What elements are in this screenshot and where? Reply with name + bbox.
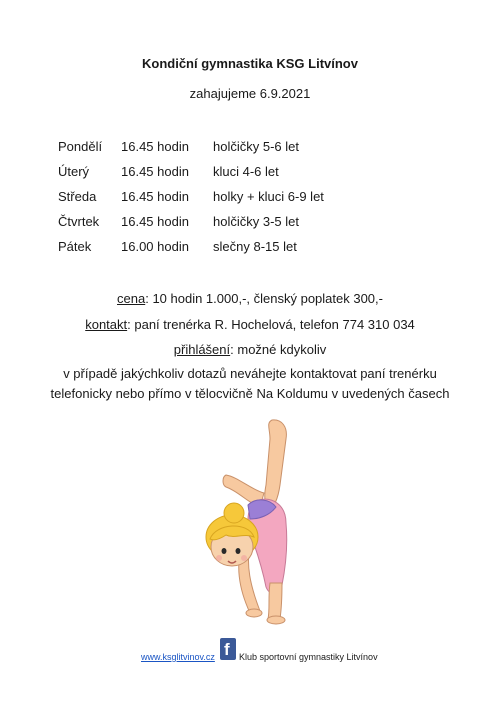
schedule-row [58, 234, 413, 259]
schedule-group: kluci 4-6 let [213, 164, 279, 179]
schedule-day: Středa [58, 189, 97, 204]
schedule-row [58, 159, 413, 184]
contact-line [0, 317, 500, 332]
schedule-time: 16.45 hodin [121, 214, 189, 229]
schedule-group: holčičky 3-5 let [213, 214, 299, 229]
schedule-group: holčičky 5-6 let [213, 139, 299, 154]
schedule-day: Pondělí [58, 139, 103, 154]
schedule-group: slečny 8-15 let [213, 239, 297, 254]
start-date: zahajujeme 6.9.2021 [189, 86, 311, 101]
price-value: : 10 hodin 1.000,-, členský poplatek 300,- [145, 291, 383, 306]
contact-label: kontakt [85, 317, 128, 332]
signup-label: přihlášení [173, 342, 231, 357]
signup-line [0, 342, 500, 357]
schedule-row [58, 209, 413, 234]
facebook-glyph: f [224, 640, 230, 659]
schedule-day: Úterý [58, 164, 90, 179]
note-line: telefonicky nebo přímo v tělocvičně Na Koldumu v uvedených časech [50, 386, 450, 401]
contact-value: : paní trenérka R. Hochelová, telefon 774 310 034 [127, 317, 415, 332]
schedule-table [58, 134, 413, 259]
note-line: v případě jakýchkoliv dotazů neváhejte kontaktovat paní trenérku [63, 366, 437, 381]
price-label: cena [117, 291, 146, 306]
schedule-time: 16.45 hodin [121, 164, 189, 179]
price-line [0, 291, 500, 306]
club-name: Klub sportovní gymnastiky Litvínov [239, 652, 378, 662]
schedule-time: 16.00 hodin [121, 239, 189, 254]
schedule-day: Pátek [58, 239, 92, 254]
schedule-group: holky + kluci 6-9 let [213, 189, 324, 204]
facebook-icon[interactable] [220, 638, 236, 660]
schedule-time: 16.45 hodin [121, 189, 189, 204]
schedule-row [58, 134, 413, 159]
website-link[interactable]: www.ksglitvinov.cz [141, 652, 215, 662]
page-title: Kondiční gymnastika KSG Litvínov [142, 56, 358, 71]
signup-value: : možné kdykoliv [230, 342, 327, 357]
schedule-row [58, 184, 413, 209]
schedule-day: Čtvrtek [58, 214, 100, 229]
footer [0, 638, 500, 666]
gymnast-handstand-illustration [190, 415, 320, 625]
contact-note [30, 364, 470, 404]
schedule-time: 16.45 hodin [121, 139, 189, 154]
